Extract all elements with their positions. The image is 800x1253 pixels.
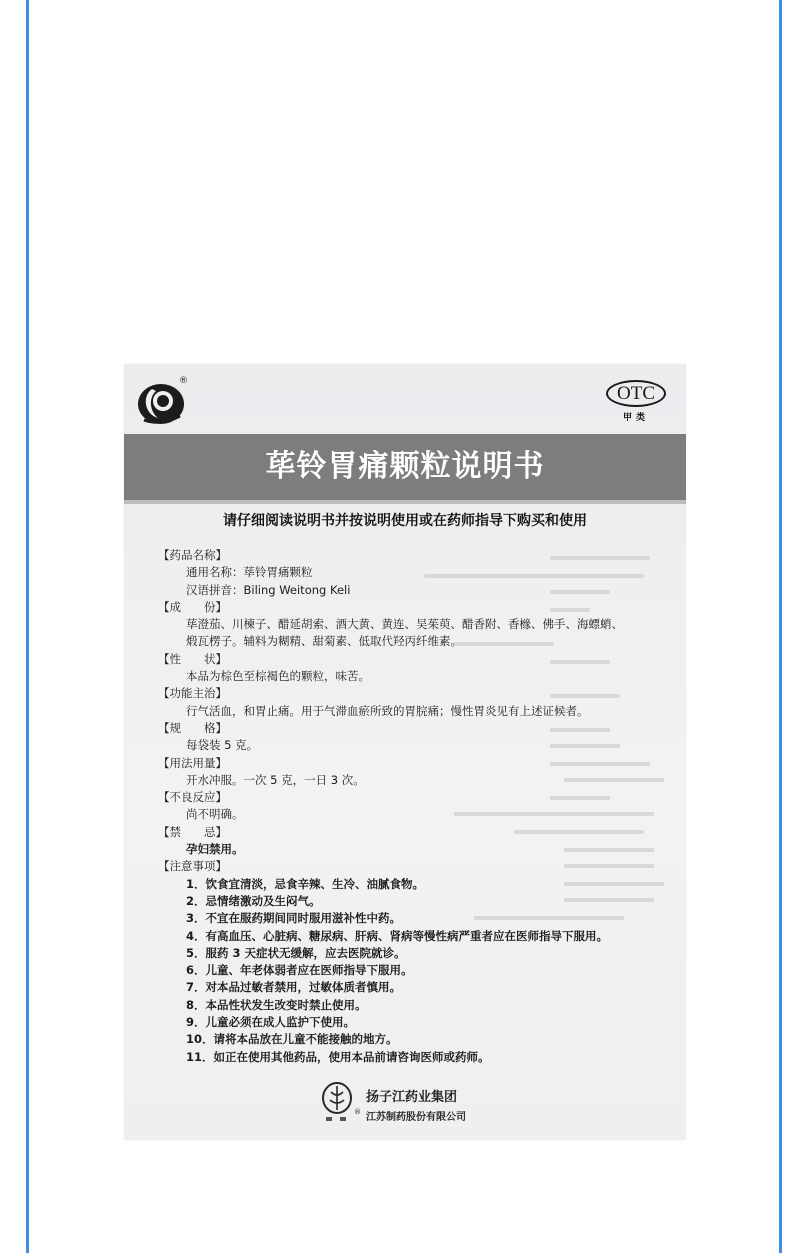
note-item: 8．本品性状发生改变时禁止使用。 bbox=[186, 997, 367, 1012]
section-heading: 【成 份】 bbox=[158, 599, 227, 614]
section-heading: 【不良反应】 bbox=[158, 790, 227, 805]
section-heading: 【性 状】 bbox=[158, 651, 227, 666]
pinyin-name: 汉语拼音：Biling Weitong Keli bbox=[186, 582, 351, 597]
section-heading: 【规 格】 bbox=[158, 720, 227, 735]
leaflet-title: 荜铃胃痛颗粒说明书 bbox=[265, 449, 545, 484]
note-item: 2．忌情绪激动及生闷气。 bbox=[186, 893, 321, 908]
company-emblem-icon bbox=[320, 1080, 354, 1124]
section-heading: 【药品名称】 bbox=[158, 548, 227, 562]
note-item: 1．饮食宜清淡，忌食辛辣、生冷、油腻食物。 bbox=[186, 876, 424, 891]
section-heading: 【禁 忌】 bbox=[158, 824, 227, 839]
otc-class-label: 甲类 bbox=[622, 413, 649, 423]
usage-instruction: 请仔细阅读说明书并按说明使用或在药师指导下购买和使用 bbox=[223, 513, 587, 529]
frame-border-right bbox=[779, 0, 782, 1253]
note-item: 11．如正在使用其他药品，使用本品前请咨询医师或药师。 bbox=[186, 1049, 490, 1064]
note-item: 3．不宜在服药期间同时服用滋补性中药。 bbox=[186, 911, 401, 926]
note-item: 6．儿童、年老体弱者应在医师指导下服用。 bbox=[186, 963, 413, 978]
company-group-name: 扬子江药业集团 bbox=[366, 1090, 458, 1105]
indication-text: 行气活血，和胃止痛。用于气滞血瘀所致的胃脘痛；慢性胃炎见有上述证候者。 bbox=[186, 703, 589, 718]
otc-badge: OTC bbox=[606, 380, 666, 407]
section-heading: 【注意事项】 bbox=[158, 859, 227, 874]
note-item: 10．请将本品放在儿童不能接触的地方。 bbox=[186, 1032, 398, 1047]
section-heading: 【用法用量】 bbox=[158, 755, 227, 770]
spec-text: 每袋装 5 克。 bbox=[186, 738, 259, 753]
note-item: 5．服药 3 天症状无缓解，应去医院就诊。 bbox=[186, 945, 406, 960]
note-item: 9．儿童必须在成人监护下使用。 bbox=[186, 1015, 355, 1030]
contraindication-text: 孕妇禁用。 bbox=[186, 842, 244, 857]
usage-text: 开水冲服。一次 5 克，一日 3 次。 bbox=[186, 772, 365, 787]
common-name: 通用名称：荜铃胃痛颗粒 bbox=[186, 565, 313, 580]
section-heading: 【功能主治】 bbox=[158, 686, 227, 701]
leaflet-body bbox=[158, 547, 678, 1066]
frame-border-left bbox=[26, 0, 29, 1253]
adverse-text: 尚不明确。 bbox=[186, 807, 244, 822]
note-item: 4．有高血压、心脏病、糖尿病、肝病、肾病等慢性病严重者应在医师指导下服用。 bbox=[186, 928, 608, 943]
note-item: 7．对本品过敏者禁用，过敏体质者慎用。 bbox=[186, 980, 401, 995]
ingredients-line: 荜澄茄、川楝子、醋延胡索、酒大黄、黄连、吴茱萸、醋香附、香橼、佛手、海螵蛸、 bbox=[186, 617, 623, 632]
registered-mark: ® bbox=[179, 376, 188, 386]
ingredients-line: 煅瓦楞子。辅料为糊精、甜菊素、低取代羟丙纤维素。 bbox=[186, 634, 462, 649]
character-text: 本品为棕色至棕褐色的颗粒，味苦。 bbox=[186, 669, 370, 684]
title-band-underline bbox=[124, 500, 686, 504]
drug-leaflet bbox=[124, 364, 686, 1140]
registered-mark: ® bbox=[354, 1108, 361, 1116]
brand-logo-icon bbox=[136, 380, 186, 426]
company-subsidiary-name: 江苏制药股份有限公司 bbox=[366, 1112, 466, 1123]
